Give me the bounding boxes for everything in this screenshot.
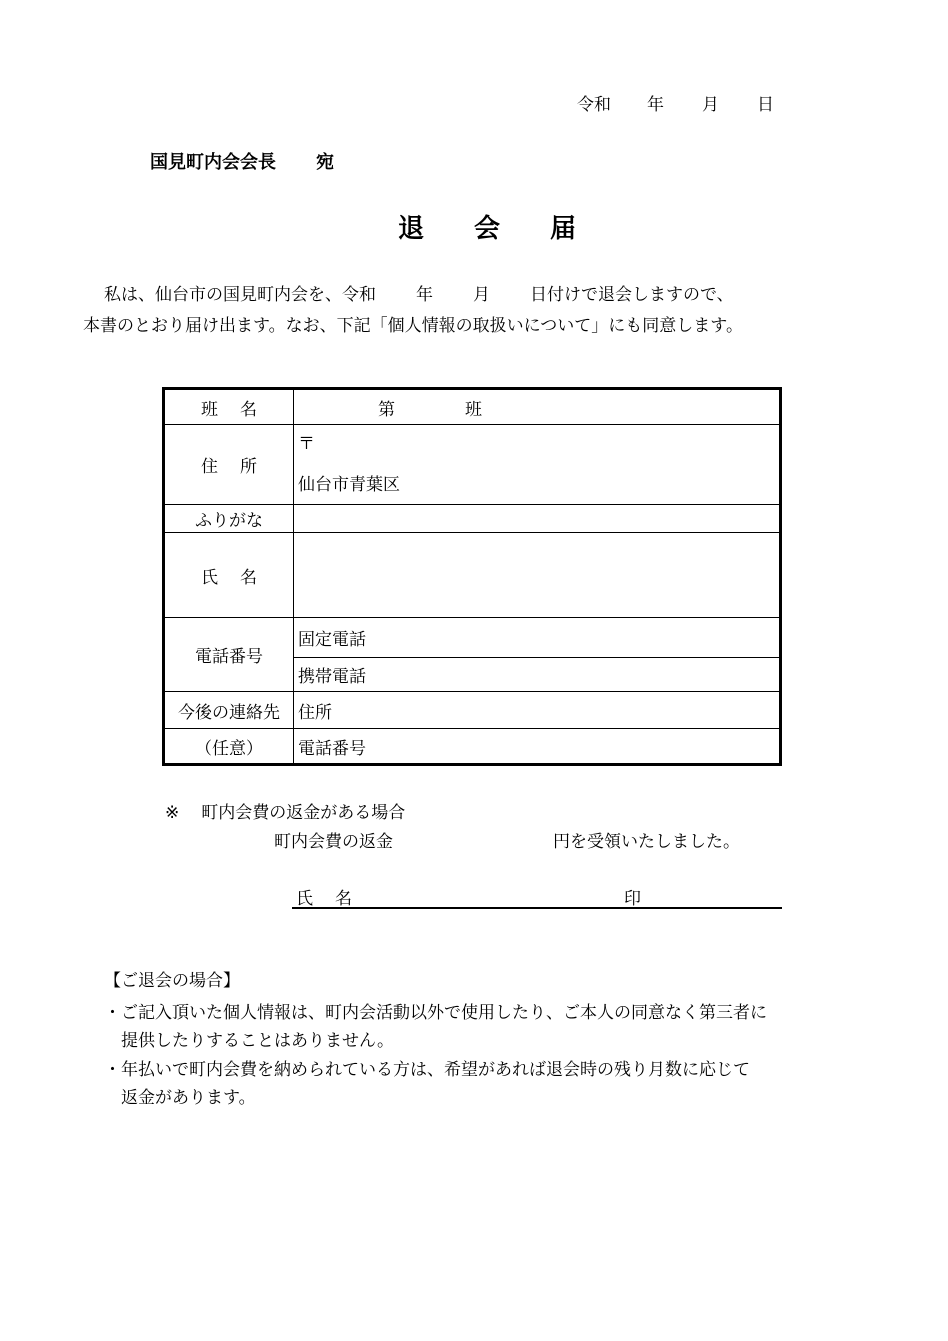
row-furigana xyxy=(164,505,781,533)
phone-label: 電話番号 xyxy=(164,618,294,692)
privacy-bullet-2: ・年払いで町内会費を納められている方は、希望があれば退会時の残り月数に応じて xyxy=(104,1060,750,1080)
addressee xyxy=(150,148,334,174)
seal-mark: 印 xyxy=(624,889,641,909)
row-group xyxy=(164,389,781,425)
name-field[interactable] xyxy=(294,533,781,618)
privacy-bullet-1-cont: 提供したりすることはありません。 xyxy=(121,1031,395,1051)
row-landline xyxy=(164,618,781,658)
address-field[interactable] xyxy=(294,425,781,505)
name-label: 氏 名 xyxy=(164,533,294,618)
row-name xyxy=(164,533,781,618)
withdrawal-form-table xyxy=(162,387,782,766)
intro-line-1: 私は、仙台市の国見町内会を、令和 年 月 日付けで退会しますので、 xyxy=(104,285,734,305)
postal-mark: 〒 xyxy=(298,434,315,454)
privacy-section-title: 【ご退会の場合】 xyxy=(104,971,240,991)
date-line xyxy=(577,90,774,115)
row-address xyxy=(164,425,781,505)
address-label: 住 所 xyxy=(164,425,294,505)
row-future-address xyxy=(164,692,781,729)
address-prefix: 仙台市青葉区 xyxy=(298,475,400,495)
row-future-phone xyxy=(164,729,781,765)
furigana-label: ふりがな xyxy=(164,505,294,533)
future-phone-field[interactable]: 電話番号 xyxy=(294,729,781,765)
optional-label: （任意） xyxy=(164,729,294,765)
month-unit: 月 xyxy=(702,95,719,115)
group-field[interactable]: 第 班 xyxy=(294,389,781,425)
mobile-field[interactable]: 携帯電話 xyxy=(294,658,781,692)
title-char-1: 退 xyxy=(398,214,425,244)
future-address-field[interactable]: 住所 xyxy=(294,692,781,729)
landline-field[interactable]: 固定電話 xyxy=(294,618,781,658)
title-char-2: 会 xyxy=(474,214,501,244)
refund-condition: ※ 町内会費の返金がある場合 xyxy=(165,803,406,823)
document-title xyxy=(398,208,576,245)
signature-underline xyxy=(292,907,782,909)
title-char-3: 届 xyxy=(550,214,577,244)
privacy-bullet-2-cont: 返金があります。 xyxy=(121,1088,256,1108)
privacy-bullet-1: ・ご記入頂いた個人情報は、町内会活動以外で使用したり、ご本人の同意なく第三者に xyxy=(104,1003,767,1023)
reference-mark: ※ xyxy=(165,803,180,823)
furigana-field[interactable] xyxy=(294,505,781,533)
year-unit: 年 xyxy=(647,95,664,115)
day-unit: 日 xyxy=(757,95,774,115)
addressee-honorific: 宛 xyxy=(316,152,334,173)
signature-line[interactable]: 氏 名 印 xyxy=(296,884,352,909)
group-label: 班 名 xyxy=(164,389,294,425)
future-contact-label: 今後の連絡先 xyxy=(164,692,294,729)
refund-receipt-line: 町内会費の返金 円を受領いたしました。 xyxy=(274,832,740,852)
intro-line-2: 本書のとおり届け出ます。なお、下記「個人情報の取扱いについて」にも同意します。 xyxy=(83,316,743,336)
addressee-name: 国見町内会会長 xyxy=(150,152,276,173)
era-label: 令和 xyxy=(577,95,611,115)
